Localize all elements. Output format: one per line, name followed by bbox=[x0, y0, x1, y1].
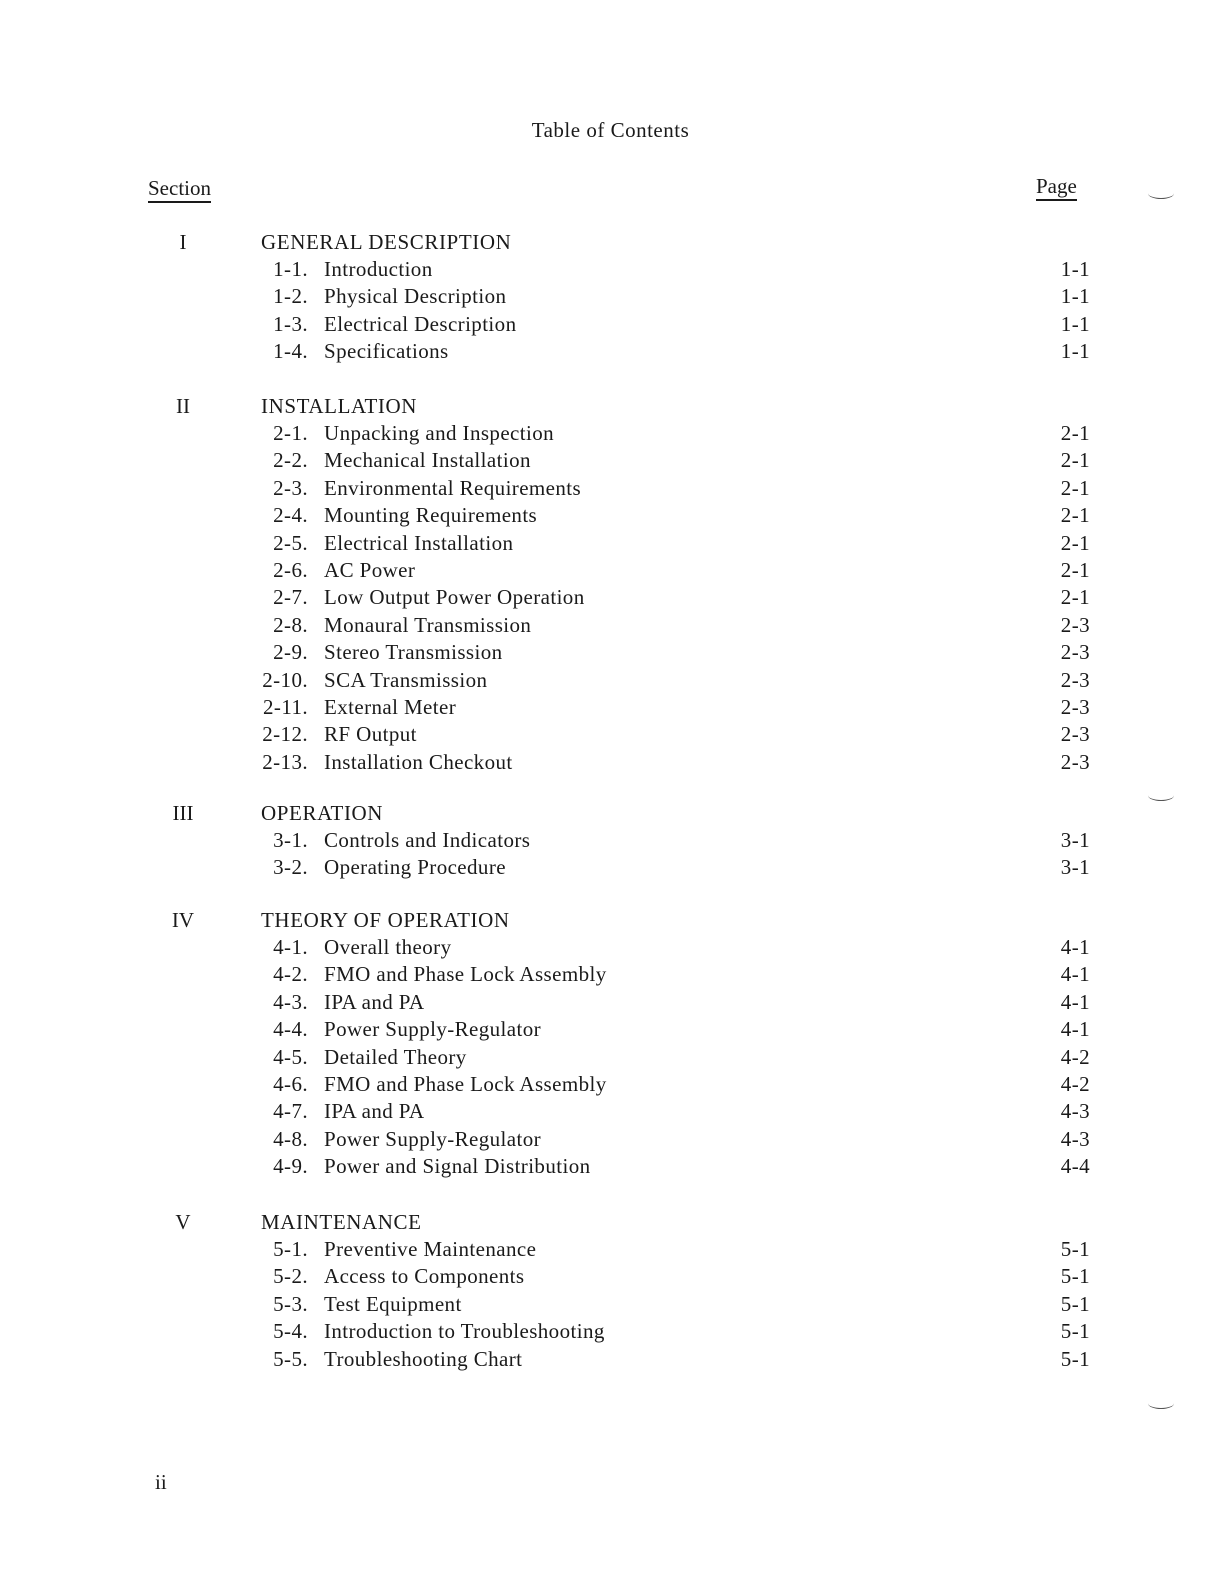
section-heading: MAINTENANCE bbox=[261, 1210, 422, 1234]
section-heading: THEORY OF OPERATION bbox=[261, 908, 510, 932]
entry-page: 3-1 bbox=[1060, 855, 1090, 880]
entry-page: 2-1 bbox=[1060, 421, 1090, 445]
section-column-header: Section bbox=[148, 176, 211, 203]
entry-page: 1-1 bbox=[1060, 311, 1090, 336]
entry-title: External Meter bbox=[324, 694, 457, 719]
entry-page: 2-1 bbox=[1060, 585, 1090, 610]
entry-number: 4-7. bbox=[273, 1099, 308, 1124]
entry-number: 5-2. bbox=[273, 1264, 308, 1289]
toc-entry bbox=[0, 961, 1221, 988]
section-heading: GENERAL DESCRIPTION bbox=[261, 230, 512, 254]
entry-page: 2-1 bbox=[1060, 448, 1090, 473]
toc-entry bbox=[0, 1071, 1221, 1098]
entry-number: 2-3. bbox=[273, 475, 308, 500]
entry-number: 4-1. bbox=[273, 935, 308, 959]
toc-entry bbox=[0, 667, 1221, 694]
entry-page: 4-1 bbox=[1060, 962, 1090, 987]
entry-page: 2-3 bbox=[1060, 694, 1090, 719]
entry-number: 1-1. bbox=[273, 257, 308, 281]
entry-title: FMO and Phase Lock Assembly bbox=[324, 962, 607, 987]
entry-number: 2-4. bbox=[273, 503, 308, 528]
entry-page: 2-1 bbox=[1060, 530, 1090, 555]
entry-page: 4-4 bbox=[1060, 1154, 1090, 1179]
entry-title: Specifications bbox=[324, 339, 449, 364]
toc-entry bbox=[0, 1263, 1221, 1290]
footer-page-number: ii bbox=[155, 1470, 167, 1494]
entry-title: Controls and Indicators bbox=[324, 828, 531, 852]
binder-hole-mark bbox=[1148, 1398, 1174, 1409]
toc-entry bbox=[0, 1346, 1221, 1373]
entry-number: 5-4. bbox=[273, 1319, 308, 1344]
entry-number: 4-4. bbox=[273, 1017, 308, 1042]
entry-title: Power Supply-Regulator bbox=[324, 1017, 542, 1042]
toc-entry bbox=[0, 283, 1221, 310]
toc-entry bbox=[0, 854, 1221, 881]
entry-title: Mechanical Installation bbox=[324, 448, 531, 473]
toc-entry bbox=[0, 338, 1221, 365]
entry-number: 1-2. bbox=[273, 284, 308, 309]
entry-title: IPA and PA bbox=[324, 989, 425, 1014]
entry-page: 4-1 bbox=[1060, 935, 1090, 959]
toc-entry bbox=[0, 1318, 1221, 1345]
entry-title: AC Power bbox=[324, 557, 416, 582]
entry-page: 1-1 bbox=[1060, 257, 1090, 281]
entry-number: 2-2. bbox=[273, 448, 308, 473]
toc-entry bbox=[0, 639, 1221, 666]
entry-number: 4-8. bbox=[273, 1126, 308, 1151]
entry-title: SCA Transmission bbox=[324, 667, 488, 692]
toc-entry bbox=[0, 749, 1221, 776]
entry-number: 2-9. bbox=[273, 640, 308, 665]
entry-page: 2-3 bbox=[1060, 749, 1090, 774]
entry-page: 2-3 bbox=[1060, 640, 1090, 665]
entry-number: 4-2. bbox=[273, 962, 308, 987]
entry-number: 3-1. bbox=[273, 828, 308, 852]
entry-title: FMO and Phase Lock Assembly bbox=[324, 1071, 607, 1096]
entry-page: 5-1 bbox=[1060, 1346, 1090, 1371]
toc-entry bbox=[0, 1016, 1221, 1043]
entry-page: 5-1 bbox=[1060, 1319, 1090, 1344]
toc-entry bbox=[0, 447, 1221, 474]
toc-entry bbox=[0, 584, 1221, 611]
entry-page: 2-1 bbox=[1060, 475, 1090, 500]
entry-title: Monaural Transmission bbox=[324, 612, 532, 637]
entry-title: Access to Components bbox=[324, 1264, 525, 1289]
entry-title: Installation Checkout bbox=[324, 749, 513, 774]
entry-number: 2-11. bbox=[263, 694, 308, 719]
toc-entry bbox=[0, 1291, 1221, 1318]
entry-title: Unpacking and Inspection bbox=[324, 421, 555, 445]
toc-entry bbox=[0, 256, 1221, 283]
toc-entry bbox=[0, 694, 1221, 721]
entry-page: 4-2 bbox=[1060, 1044, 1090, 1069]
entry-page: 2-3 bbox=[1060, 667, 1090, 692]
entry-number: 2-1. bbox=[273, 421, 308, 445]
entry-number: 1-4. bbox=[273, 339, 308, 364]
entry-page: 2-1 bbox=[1060, 503, 1090, 528]
toc-entry bbox=[0, 475, 1221, 502]
entry-page: 4-1 bbox=[1060, 1017, 1090, 1042]
toc-entry bbox=[0, 1098, 1221, 1125]
entry-page: 2-1 bbox=[1060, 557, 1090, 582]
entry-title: Stereo Transmission bbox=[324, 640, 503, 665]
entry-number: 3-2. bbox=[273, 855, 308, 880]
entry-page: 2-3 bbox=[1060, 612, 1090, 637]
entry-number: 2-8. bbox=[273, 612, 308, 637]
entry-list bbox=[0, 1236, 1221, 1373]
entry-title: Overall theory bbox=[324, 935, 452, 959]
toc-entry bbox=[0, 827, 1221, 854]
entry-number: 5-5. bbox=[273, 1346, 308, 1371]
section-heading: INSTALLATION bbox=[261, 394, 417, 418]
entry-number: 4-5. bbox=[273, 1044, 308, 1069]
entry-title: Test Equipment bbox=[324, 1291, 462, 1316]
section-number: I bbox=[179, 230, 187, 254]
entry-number: 4-6. bbox=[273, 1071, 308, 1096]
entry-number: 2-5. bbox=[273, 530, 308, 555]
toc-entry bbox=[0, 721, 1221, 748]
entry-page: 5-1 bbox=[1060, 1264, 1090, 1289]
entry-title: Physical Description bbox=[324, 284, 507, 309]
section-number: V bbox=[175, 1210, 191, 1234]
toc-entry bbox=[0, 1044, 1221, 1071]
entry-page: 1-1 bbox=[1060, 284, 1090, 309]
entry-list bbox=[0, 256, 1221, 366]
entry-page: 4-2 bbox=[1060, 1071, 1090, 1096]
toc-entry bbox=[0, 311, 1221, 338]
toc-entry bbox=[0, 1153, 1221, 1180]
entry-title: Environmental Requirements bbox=[324, 475, 582, 500]
entry-number: 1-3. bbox=[273, 311, 308, 336]
entry-title: IPA and PA bbox=[324, 1099, 425, 1124]
entry-title: Introduction to Troubleshooting bbox=[324, 1319, 605, 1344]
entry-page: 5-1 bbox=[1060, 1237, 1090, 1261]
entry-page: 2-3 bbox=[1060, 722, 1090, 747]
toc-entry bbox=[0, 530, 1221, 557]
entry-title: Operating Procedure bbox=[324, 855, 506, 880]
entry-page: 4-1 bbox=[1060, 989, 1090, 1014]
toc-entry bbox=[0, 502, 1221, 529]
entry-page: 3-1 bbox=[1060, 828, 1090, 852]
toc-entry bbox=[0, 420, 1221, 447]
toc-entry bbox=[0, 1126, 1221, 1153]
page-column-header: Page bbox=[1036, 174, 1077, 201]
entry-number: 2-6. bbox=[273, 557, 308, 582]
entry-list bbox=[0, 934, 1221, 1181]
entry-title: Preventive Maintenance bbox=[324, 1237, 537, 1261]
entry-number: 4-3. bbox=[273, 989, 308, 1014]
toc-entry bbox=[0, 1236, 1221, 1263]
toc-entry bbox=[0, 989, 1221, 1016]
entry-number: 2-13. bbox=[262, 749, 308, 774]
entry-title: RF Output bbox=[324, 722, 417, 747]
entry-number: 5-1. bbox=[273, 1237, 308, 1261]
section-heading: OPERATION bbox=[261, 801, 384, 825]
entry-number: 2-12. bbox=[262, 722, 308, 747]
section-number: II bbox=[176, 394, 190, 418]
entry-number: 2-10. bbox=[262, 667, 308, 692]
entry-page: 1-1 bbox=[1060, 339, 1090, 364]
entry-title: Troubleshooting Chart bbox=[324, 1346, 523, 1371]
binder-hole-mark bbox=[1148, 188, 1174, 199]
entry-number: 2-7. bbox=[273, 585, 308, 610]
section-number: IV bbox=[171, 908, 195, 932]
entry-title: Low Output Power Operation bbox=[324, 585, 585, 610]
toc-entry bbox=[0, 612, 1221, 639]
toc-entry bbox=[0, 934, 1221, 961]
binder-hole-mark bbox=[1148, 790, 1174, 801]
entry-number: 4-9. bbox=[273, 1154, 308, 1179]
entry-list bbox=[0, 827, 1221, 882]
entry-title: Introduction bbox=[324, 257, 433, 281]
entry-page: 4-3 bbox=[1060, 1126, 1090, 1151]
entry-title: Power and Signal Distribution bbox=[324, 1154, 591, 1179]
entry-title: Electrical Description bbox=[324, 311, 517, 336]
entry-title: Power Supply-Regulator bbox=[324, 1126, 542, 1151]
entry-title: Electrical Installation bbox=[324, 530, 514, 555]
entry-list bbox=[0, 420, 1221, 776]
entry-page: 4-3 bbox=[1060, 1099, 1090, 1124]
entry-number: 5-3. bbox=[273, 1291, 308, 1316]
page-title: Table of Contents bbox=[531, 118, 690, 142]
toc-entry bbox=[0, 557, 1221, 584]
entry-page: 5-1 bbox=[1060, 1291, 1090, 1316]
section-number: III bbox=[172, 801, 194, 825]
entry-title: Mounting Requirements bbox=[324, 503, 538, 528]
entry-title: Detailed Theory bbox=[324, 1044, 467, 1069]
